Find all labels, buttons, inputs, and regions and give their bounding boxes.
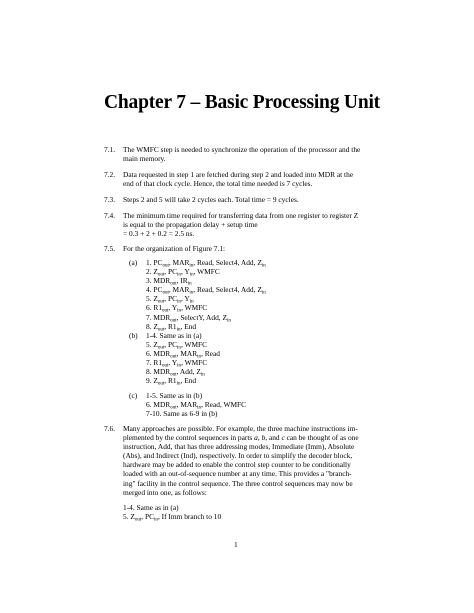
part-a-step: 8. $Z_{out}$, $R1_{in}$, End [146, 321, 197, 333]
part-c-steps [146, 392, 246, 419]
item-7-6-line: ing" facility in the control sequence. The three control sequences may now be [123, 478, 353, 488]
part-c-step: 1-5. Same as in (b) [146, 391, 203, 400]
item-7-3-line-1: Steps 2 and 5 will take 2 cycles each. Total time = 9 cycles. [123, 195, 299, 204]
part-b-step: 8. $MDR_{out}$, Add, $Z_{in}$ [146, 367, 205, 378]
part-b-step: 7. $R1_{out}$, $Y_{in}$, WMFC [146, 358, 208, 369]
part-a-label: (a) [129, 258, 138, 267]
item-7-6-line: instruction, Add, that has three addressing modes, Immediate (Imm), Absolute [123, 442, 355, 452]
item-7-4-line-1: The minimum time required for transferring data from one register to register Z [123, 211, 359, 220]
part-b-step: 1-4. Same as in (a) [146, 331, 202, 340]
part-b-step: 9. $Z_{out}$, $R1_{in}$, End [146, 376, 197, 387]
item-7-2-line-1: Data requested in step 1 are fetched during step 2 and loaded into MDR at the [123, 170, 354, 179]
chapter-title: Chapter 7 – Basic Processing Unit [104, 92, 380, 113]
item-7-2-number: 7.2. [104, 170, 116, 179]
item-7-6-line: plemented by the control sequences in parts a, b, and c can be thought of as one [123, 433, 359, 443]
page-number: 1 [234, 540, 238, 549]
part-c-label: (c) [129, 391, 138, 400]
item-7-6-line: (Abs), and Indirect (Ind), respectively. In order to simplify the decoder block, [123, 451, 353, 461]
part-c-step: 6. $MDR_{out}$, $MAR_{in}$, Read, WMFC [146, 400, 247, 411]
item-7-5-intro: For the organization of Figure 7.1: [123, 244, 226, 253]
item-7-6-line: merged into one, as follows: [123, 487, 207, 497]
part-a-step: 6. $R1_{out}$, $Y_{in}$, WMFC [146, 303, 208, 314]
part-a-step: 3. $MDR_{out}$, $IR_{in}$ [146, 276, 192, 287]
item-7-3-number: 7.3. [104, 195, 116, 204]
item-7-6-steps [123, 504, 221, 522]
item-7-1-line-2: main memory. [123, 154, 166, 163]
item-7-6-step: 1-4. Same as in (a) [123, 503, 179, 512]
item-7-1-number: 7.1. [104, 145, 116, 154]
item-7-6-line: Many approaches are possible. For example, the three machine instructions im- [123, 424, 358, 433]
part-b-label: (b) [129, 331, 138, 340]
item-7-4-line-2: is equal to the propagation delay + setup time [123, 220, 258, 229]
item-7-6-line: loaded with an out-of-sequence number at any time. This provides a "branch- [123, 469, 352, 479]
part-a-step: 4. $PC_{out}$, $MAR_{in}$, Read, Select4, Add, $Z_{in}$ [146, 285, 266, 296]
item-7-4-line-3: = 0.3 + 2 + 0.2 = 2.5 ns. [123, 229, 195, 238]
item-7-6-line: hardware may be added to enable the control step counter to be conditionally [123, 460, 351, 470]
item-7-2-line-2: end of that clock cycle. Hence, the total time needed is 7 cycles. [123, 179, 313, 188]
part-a-step: 1. $PC_{out}$, $MAR_{in}$, Read, Select4, Add, $Z_{in}$ [146, 258, 266, 269]
part-a-step: 2. $Z_{out}$, $PC_{in}$, $Y_{in}$, WMFC [146, 267, 220, 278]
item-7-6-step: 5. $Z_{out}$, $PC_{in}$, If Imm branch to 10 [123, 512, 222, 523]
part-a-steps [146, 259, 266, 332]
item-7-6-number: 7.6. [104, 424, 116, 433]
item-7-1-line-1: The WMFC step is needed to synchronize the operation of the processor and the [123, 145, 361, 154]
item-7-6-paragraph [123, 425, 359, 498]
item-7-5-number: 7.5. [104, 244, 116, 253]
part-a-step: 5. $Z_{out}$, $PC_{in}$, $Y_{in}$ [146, 294, 194, 305]
part-b-steps [146, 332, 220, 387]
part-b-step: 5. $Z_{out}$, $PC_{in}$, WMFC [146, 340, 208, 351]
part-b-step: 6. $MDR_{out}$, $MAR_{in}$, Read [146, 349, 220, 360]
item-7-4-number: 7.4. [104, 211, 116, 220]
part-c-step: 7-10. Same as 6-9 in (b) [146, 409, 218, 419]
part-a-step: 7. $MDR_{out}$, SelectY, Add, $Z_{in}$ [146, 312, 231, 324]
